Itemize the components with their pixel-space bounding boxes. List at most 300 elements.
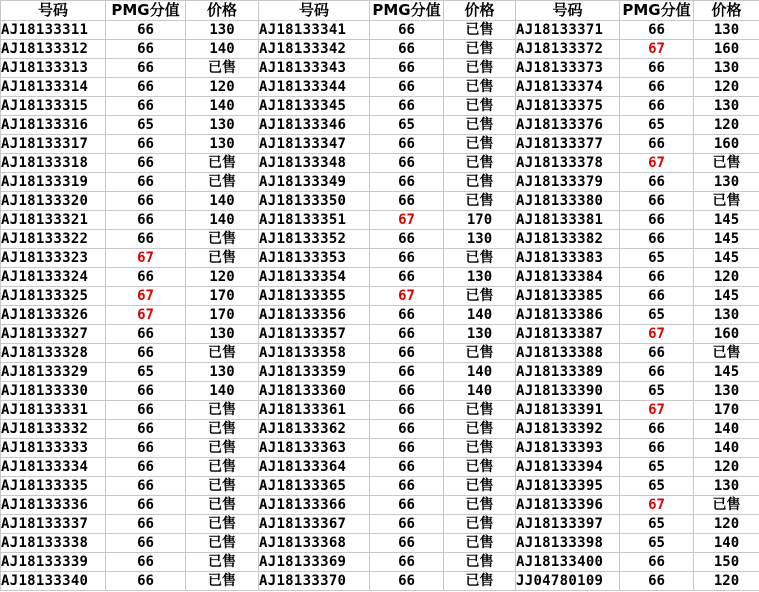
cell-price[interactable]: 140 [444, 382, 516, 401]
header-price-3: 价格 [694, 1, 759, 21]
cell-score[interactable]: 66 [620, 173, 694, 192]
cell-price[interactable]: 130 [694, 97, 759, 116]
cell-score[interactable]: 66 [106, 230, 186, 249]
cell-code[interactable]: AJ18133365 [259, 477, 370, 496]
cell-code[interactable]: AJ18133311 [1, 21, 106, 40]
cell-score[interactable]: 65 [620, 534, 694, 553]
cell-score[interactable]: 66 [620, 344, 694, 363]
cell-score[interactable]: 66 [620, 420, 694, 439]
cell-code[interactable]: AJ18133355 [259, 287, 370, 306]
cell-price[interactable]: 已售 [186, 496, 259, 515]
cell-price[interactable]: 已售 [186, 553, 259, 572]
header-score-1: PMG分值 [106, 1, 186, 21]
cell-code[interactable]: AJ18133349 [259, 173, 370, 192]
cell-score[interactable]: 66 [370, 59, 444, 78]
cell-score[interactable]: 66 [370, 382, 444, 401]
cell-score[interactable]: 66 [620, 439, 694, 458]
cell-price[interactable]: 160 [694, 325, 759, 344]
cell-code[interactable]: AJ18133369 [259, 553, 370, 572]
cell-price[interactable]: 140 [694, 534, 759, 553]
cell-price[interactable]: 160 [694, 135, 759, 154]
sheet-body [1, 21, 759, 591]
cell-score[interactable]: 66 [370, 534, 444, 553]
cell-price[interactable]: 120 [186, 268, 259, 287]
cell-price[interactable]: 140 [186, 382, 259, 401]
cell-code[interactable]: AJ18133347 [259, 135, 370, 154]
cell-price[interactable]: 145 [694, 249, 759, 268]
cell-price[interactable]: 145 [694, 363, 759, 382]
cell-score[interactable]: 67 [106, 287, 186, 306]
cell-price[interactable]: 已售 [186, 344, 259, 363]
cell-code[interactable]: AJ18133316 [1, 116, 106, 135]
cell-code[interactable]: AJ18133329 [1, 363, 106, 382]
cell-score[interactable]: 66 [620, 268, 694, 287]
cell-score[interactable]: 65 [620, 458, 694, 477]
cell-code[interactable]: AJ18133312 [1, 40, 106, 59]
cell-price[interactable]: 130 [444, 325, 516, 344]
cell-score[interactable]: 66 [370, 363, 444, 382]
cell-score[interactable]: 66 [620, 97, 694, 116]
cell-price[interactable]: 已售 [444, 78, 516, 97]
cell-score[interactable]: 65 [620, 477, 694, 496]
table-row [1, 572, 759, 591]
cell-code[interactable]: AJ18133343 [259, 59, 370, 78]
cell-code[interactable]: AJ18133341 [259, 21, 370, 40]
cell-code[interactable]: AJ18133352 [259, 230, 370, 249]
cell-score[interactable]: 66 [370, 173, 444, 192]
cell-price[interactable]: 已售 [444, 192, 516, 211]
cell-code[interactable]: AJ18133367 [259, 515, 370, 534]
cell-score[interactable]: 66 [370, 21, 444, 40]
cell-code[interactable]: AJ18133370 [259, 572, 370, 591]
cell-score[interactable]: 66 [620, 192, 694, 211]
table-row [1, 496, 759, 515]
table-row [1, 230, 759, 249]
cell-score[interactable]: 66 [106, 553, 186, 572]
cell-score[interactable]: 65 [370, 116, 444, 135]
cell-score[interactable]: 66 [370, 249, 444, 268]
cell-price[interactable]: 已售 [444, 344, 516, 363]
cell-score[interactable]: 65 [106, 116, 186, 135]
cell-code[interactable]: AJ18133376 [516, 116, 620, 135]
cell-code[interactable]: AJ18133377 [516, 135, 620, 154]
cell-score[interactable]: 66 [370, 192, 444, 211]
cell-code[interactable]: AJ18133333 [1, 439, 106, 458]
cell-code[interactable]: AJ18133350 [259, 192, 370, 211]
cell-price[interactable]: 已售 [444, 40, 516, 59]
cell-code[interactable]: AJ18133313 [1, 59, 106, 78]
cell-score[interactable]: 66 [106, 401, 186, 420]
cell-code[interactable]: AJ18133393 [516, 439, 620, 458]
cell-score[interactable]: 66 [370, 78, 444, 97]
cell-score[interactable]: 66 [106, 458, 186, 477]
cell-price[interactable]: 120 [694, 515, 759, 534]
cell-price[interactable]: 170 [444, 211, 516, 230]
cell-price[interactable]: 已售 [186, 230, 259, 249]
cell-price[interactable]: 120 [694, 572, 759, 591]
cell-price[interactable]: 140 [186, 192, 259, 211]
cell-score[interactable]: 66 [370, 97, 444, 116]
cell-price[interactable]: 已售 [444, 420, 516, 439]
cell-score[interactable]: 66 [370, 306, 444, 325]
cell-code[interactable]: AJ18133379 [516, 173, 620, 192]
cell-price[interactable]: 160 [694, 40, 759, 59]
cell-code[interactable]: AJ18133386 [516, 306, 620, 325]
cell-code[interactable]: AJ18133400 [516, 553, 620, 572]
header-score-3: PMG分值 [620, 1, 694, 21]
cell-code[interactable]: AJ18133328 [1, 344, 106, 363]
cell-code[interactable]: AJ18133361 [259, 401, 370, 420]
cell-price[interactable]: 140 [694, 439, 759, 458]
cell-price[interactable]: 已售 [444, 287, 516, 306]
cell-score[interactable]: 66 [106, 268, 186, 287]
cell-price[interactable]: 130 [444, 230, 516, 249]
cell-code[interactable]: AJ18133375 [516, 97, 620, 116]
cell-score[interactable]: 66 [370, 515, 444, 534]
cell-code[interactable]: AJ18133314 [1, 78, 106, 97]
cell-score[interactable]: 66 [370, 458, 444, 477]
cell-score[interactable]: 65 [620, 515, 694, 534]
cell-code[interactable]: AJ18133357 [259, 325, 370, 344]
cell-code[interactable]: AJ18133363 [259, 439, 370, 458]
cell-code[interactable]: AJ18133362 [259, 420, 370, 439]
cell-score[interactable]: 66 [370, 572, 444, 591]
cell-score[interactable]: 67 [370, 287, 444, 306]
cell-code[interactable]: AJ18133392 [516, 420, 620, 439]
cell-score[interactable]: 66 [620, 287, 694, 306]
cell-price[interactable]: 140 [444, 363, 516, 382]
cell-code[interactable]: AJ18133337 [1, 515, 106, 534]
cell-price[interactable]: 已售 [444, 553, 516, 572]
cell-code[interactable]: AJ18133390 [516, 382, 620, 401]
cell-code[interactable]: AJ18133325 [1, 287, 106, 306]
cell-code[interactable]: AJ18133344 [259, 78, 370, 97]
cell-code[interactable]: AJ18133388 [516, 344, 620, 363]
cell-price[interactable]: 已售 [444, 249, 516, 268]
cell-code[interactable]: AJ18133334 [1, 458, 106, 477]
cell-price[interactable]: 已售 [694, 154, 759, 173]
cell-score[interactable]: 67 [620, 154, 694, 173]
cell-price[interactable]: 已售 [444, 401, 516, 420]
cell-score[interactable]: 66 [106, 97, 186, 116]
cell-code[interactable]: AJ18133342 [259, 40, 370, 59]
cell-score[interactable]: 66 [620, 363, 694, 382]
cell-code[interactable]: AJ18133394 [516, 458, 620, 477]
cell-score[interactable]: 67 [106, 306, 186, 325]
cell-price[interactable]: 已售 [186, 477, 259, 496]
cell-score[interactable]: 66 [106, 344, 186, 363]
cell-score[interactable]: 66 [106, 572, 186, 591]
cell-score[interactable]: 66 [620, 59, 694, 78]
cell-code[interactable]: AJ18133346 [259, 116, 370, 135]
table-row [1, 78, 759, 97]
cell-score[interactable]: 65 [106, 363, 186, 382]
cell-score[interactable]: 66 [620, 230, 694, 249]
cell-price[interactable]: 已售 [186, 515, 259, 534]
cell-score[interactable]: 66 [106, 477, 186, 496]
cell-score[interactable]: 67 [370, 211, 444, 230]
cell-score[interactable]: 66 [106, 192, 186, 211]
cell-score[interactable]: 66 [620, 135, 694, 154]
cell-code[interactable]: AJ18133384 [516, 268, 620, 287]
cell-price[interactable]: 已售 [186, 401, 259, 420]
table-row [1, 59, 759, 78]
table-row [1, 325, 759, 344]
cell-score[interactable]: 66 [620, 211, 694, 230]
cell-price[interactable]: 130 [694, 21, 759, 40]
table-row [1, 21, 759, 40]
cell-code[interactable]: AJ18133378 [516, 154, 620, 173]
cell-code[interactable]: AJ18133372 [516, 40, 620, 59]
cell-score[interactable]: 66 [106, 515, 186, 534]
cell-score[interactable]: 66 [370, 40, 444, 59]
table-row [1, 439, 759, 458]
cell-code[interactable]: AJ18133323 [1, 249, 106, 268]
cell-score[interactable]: 65 [620, 306, 694, 325]
cell-code[interactable]: AJ18133340 [1, 572, 106, 591]
cell-code[interactable]: AJ18133380 [516, 192, 620, 211]
cell-price[interactable]: 已售 [444, 59, 516, 78]
cell-score[interactable]: 67 [106, 249, 186, 268]
cell-code[interactable]: AJ18133353 [259, 249, 370, 268]
cell-code[interactable]: AJ18133345 [259, 97, 370, 116]
header-code-3: 号码 [516, 1, 620, 21]
cell-code[interactable]: AJ18133319 [1, 173, 106, 192]
cell-price[interactable]: 120 [694, 116, 759, 135]
cell-price[interactable]: 170 [186, 287, 259, 306]
cell-price[interactable]: 130 [694, 173, 759, 192]
cell-code[interactable]: AJ18133318 [1, 154, 106, 173]
cell-code[interactable]: AJ18133348 [259, 154, 370, 173]
cell-price[interactable]: 120 [694, 458, 759, 477]
cell-score[interactable]: 66 [370, 553, 444, 572]
cell-code[interactable]: AJ18133315 [1, 97, 106, 116]
cell-price[interactable]: 已售 [444, 116, 516, 135]
cell-code[interactable]: AJ18133387 [516, 325, 620, 344]
cell-code[interactable]: AJ18133324 [1, 268, 106, 287]
cell-score[interactable]: 66 [620, 21, 694, 40]
table-row [1, 135, 759, 154]
cell-price[interactable]: 已售 [186, 572, 259, 591]
cell-price[interactable]: 130 [186, 363, 259, 382]
cell-price[interactable]: 已售 [444, 534, 516, 553]
cell-code[interactable]: AJ18133389 [516, 363, 620, 382]
cell-code[interactable]: AJ18133374 [516, 78, 620, 97]
cell-code[interactable]: AJ18133396 [516, 496, 620, 515]
cell-score[interactable]: 66 [370, 230, 444, 249]
cell-code[interactable]: AJ18133358 [259, 344, 370, 363]
cell-price[interactable]: 130 [694, 306, 759, 325]
cell-score[interactable]: 66 [106, 173, 186, 192]
cell-score[interactable]: 65 [620, 382, 694, 401]
header-row [1, 1, 759, 21]
table-row [1, 420, 759, 439]
cell-price[interactable]: 130 [444, 268, 516, 287]
cell-price[interactable]: 140 [186, 211, 259, 230]
cell-score[interactable]: 66 [370, 154, 444, 173]
cell-price[interactable]: 145 [694, 211, 759, 230]
cell-code[interactable]: AJ18133398 [516, 534, 620, 553]
table-row [1, 306, 759, 325]
cell-price[interactable]: 已售 [444, 477, 516, 496]
cell-code[interactable]: AJ18133326 [1, 306, 106, 325]
cell-price[interactable]: 已售 [444, 496, 516, 515]
cell-score[interactable]: 66 [106, 21, 186, 40]
cell-price[interactable]: 已售 [444, 515, 516, 534]
cell-price[interactable]: 已售 [444, 97, 516, 116]
cell-score[interactable]: 66 [106, 135, 186, 154]
cell-price[interactable]: 已售 [186, 534, 259, 553]
cell-code[interactable]: AJ18133395 [516, 477, 620, 496]
cell-price[interactable]: 已售 [444, 154, 516, 173]
cell-price[interactable]: 已售 [186, 439, 259, 458]
cell-price[interactable]: 已售 [444, 21, 516, 40]
cell-code[interactable]: AJ18133373 [516, 59, 620, 78]
cell-price[interactable]: 130 [186, 325, 259, 344]
cell-score[interactable]: 67 [620, 401, 694, 420]
cell-price[interactable]: 已售 [694, 344, 759, 363]
cell-code[interactable]: AJ18133335 [1, 477, 106, 496]
cell-price[interactable]: 已售 [444, 572, 516, 591]
cell-score[interactable]: 66 [370, 344, 444, 363]
cell-score[interactable]: 67 [620, 325, 694, 344]
table-row [1, 363, 759, 382]
cell-price[interactable]: 140 [186, 40, 259, 59]
cell-score[interactable]: 66 [106, 59, 186, 78]
cell-score[interactable]: 66 [370, 420, 444, 439]
cell-score[interactable]: 67 [620, 496, 694, 515]
cell-code[interactable]: AJ18133366 [259, 496, 370, 515]
cell-price[interactable]: 170 [694, 401, 759, 420]
cell-code[interactable]: AJ18133364 [259, 458, 370, 477]
table-row [1, 173, 759, 192]
cell-code[interactable]: AJ18133351 [259, 211, 370, 230]
cell-price[interactable]: 已售 [694, 192, 759, 211]
cell-code[interactable]: AJ18133360 [259, 382, 370, 401]
cell-price[interactable]: 145 [694, 287, 759, 306]
cell-score[interactable]: 66 [106, 496, 186, 515]
table-row [1, 401, 759, 420]
cell-price[interactable]: 130 [186, 116, 259, 135]
cell-price[interactable]: 已售 [186, 154, 259, 173]
cell-score[interactable]: 66 [370, 135, 444, 154]
cell-score[interactable]: 65 [620, 116, 694, 135]
cell-score[interactable]: 66 [106, 211, 186, 230]
table-row [1, 268, 759, 287]
cell-code[interactable]: AJ18133339 [1, 553, 106, 572]
cell-price[interactable]: 120 [186, 78, 259, 97]
header-score-2: PMG分值 [370, 1, 444, 21]
cell-score[interactable]: 66 [106, 420, 186, 439]
table-row [1, 287, 759, 306]
cell-price[interactable]: 已售 [694, 496, 759, 515]
cell-code[interactable]: AJ18133327 [1, 325, 106, 344]
cell-code[interactable]: AJ18133354 [259, 268, 370, 287]
cell-code[interactable]: AJ18133385 [516, 287, 620, 306]
cell-score[interactable]: 66 [106, 534, 186, 553]
cell-score[interactable]: 66 [106, 78, 186, 97]
cell-code[interactable]: AJ18133320 [1, 192, 106, 211]
cell-price[interactable]: 已售 [444, 458, 516, 477]
cell-score[interactable]: 66 [106, 325, 186, 344]
cell-code[interactable]: AJ18133356 [259, 306, 370, 325]
cell-score[interactable]: 66 [106, 154, 186, 173]
cell-score[interactable]: 66 [370, 325, 444, 344]
cell-score[interactable]: 66 [370, 477, 444, 496]
cell-price[interactable]: 130 [694, 477, 759, 496]
cell-price[interactable]: 已售 [186, 458, 259, 477]
cell-code[interactable]: AJ18133317 [1, 135, 106, 154]
cell-price[interactable]: 130 [694, 59, 759, 78]
table-row [1, 515, 759, 534]
cell-code[interactable]: AJ18133381 [516, 211, 620, 230]
cell-price[interactable]: 已售 [186, 173, 259, 192]
cell-code[interactable]: AJ18133336 [1, 496, 106, 515]
cell-code[interactable]: AJ18133368 [259, 534, 370, 553]
table-row [1, 249, 759, 268]
cell-code[interactable]: AJ18133330 [1, 382, 106, 401]
cell-code[interactable]: AJ18133371 [516, 21, 620, 40]
table-row [1, 211, 759, 230]
cell-code[interactable]: AJ18133322 [1, 230, 106, 249]
cell-price[interactable]: 已售 [186, 59, 259, 78]
cell-price[interactable]: 130 [186, 135, 259, 154]
cell-price[interactable]: 已售 [444, 135, 516, 154]
cell-price[interactable]: 140 [694, 420, 759, 439]
cell-code[interactable]: AJ18133338 [1, 534, 106, 553]
cell-code[interactable]: AJ18133397 [516, 515, 620, 534]
cell-code[interactable]: AJ18133332 [1, 420, 106, 439]
cell-price[interactable]: 140 [186, 97, 259, 116]
table-row [1, 40, 759, 59]
cell-code[interactable]: AJ18133331 [1, 401, 106, 420]
cell-score[interactable]: 66 [620, 78, 694, 97]
cell-score[interactable]: 66 [370, 496, 444, 515]
cell-price[interactable]: 已售 [186, 420, 259, 439]
cell-score[interactable]: 65 [620, 249, 694, 268]
table-row [1, 192, 759, 211]
cell-code[interactable]: AJ18133321 [1, 211, 106, 230]
cell-score[interactable]: 66 [106, 40, 186, 59]
cell-score[interactable]: 66 [370, 401, 444, 420]
cell-price[interactable]: 130 [694, 382, 759, 401]
cell-price[interactable]: 已售 [186, 249, 259, 268]
cell-code[interactable]: AJ18133359 [259, 363, 370, 382]
cell-code[interactable]: AJ18133391 [516, 401, 620, 420]
cell-price[interactable]: 150 [694, 553, 759, 572]
cell-price[interactable]: 120 [694, 78, 759, 97]
cell-price[interactable]: 170 [186, 306, 259, 325]
cell-code[interactable]: AJ18133383 [516, 249, 620, 268]
cell-score[interactable]: 66 [620, 553, 694, 572]
cell-score[interactable]: 66 [106, 439, 186, 458]
cell-price[interactable]: 已售 [444, 173, 516, 192]
cell-score[interactable]: 66 [620, 572, 694, 591]
cell-code[interactable]: JJ04780109 [516, 572, 620, 591]
cell-price[interactable]: 120 [694, 268, 759, 287]
header-code-1: 号码 [1, 1, 106, 21]
cell-score[interactable]: 66 [370, 439, 444, 458]
header-price-1: 价格 [186, 1, 259, 21]
cell-code[interactable]: AJ18133382 [516, 230, 620, 249]
cell-price[interactable]: 已售 [444, 439, 516, 458]
cell-price[interactable]: 140 [444, 306, 516, 325]
cell-score[interactable]: 67 [620, 40, 694, 59]
cell-price[interactable]: 130 [186, 21, 259, 40]
cell-price[interactable]: 145 [694, 230, 759, 249]
cell-score[interactable]: 66 [106, 382, 186, 401]
cell-score[interactable]: 66 [370, 268, 444, 287]
